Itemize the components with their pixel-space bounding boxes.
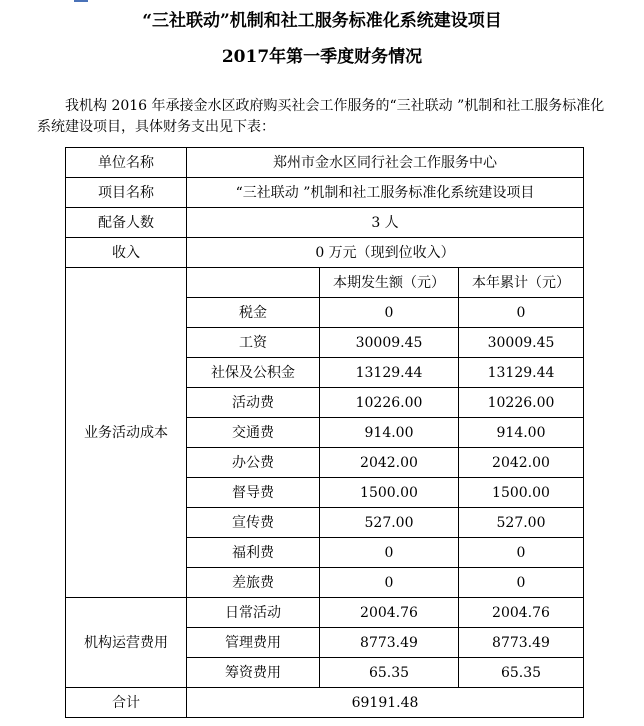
current-amount: 65.35 — [320, 658, 459, 688]
header-blank-cell — [187, 268, 320, 298]
item-name: 福利费 — [187, 538, 320, 568]
table-row — [66, 208, 584, 238]
item-name: 宣传费 — [187, 508, 320, 538]
item-name: 差旅费 — [187, 568, 320, 598]
total-label: 合计 — [66, 688, 187, 718]
item-name: 税金 — [187, 298, 320, 328]
ytd-amount: 914.00 — [459, 418, 584, 448]
table-row — [66, 178, 584, 208]
current-amount: 30009.45 — [320, 328, 459, 358]
current-amount: 2042.00 — [320, 448, 459, 478]
income-value: 0 万元（现到位收入） — [187, 238, 584, 268]
unit-label: 单位名称 — [66, 148, 187, 178]
finance-table — [65, 147, 584, 718]
staff-label: 配备人数 — [66, 208, 187, 238]
document-subtitle: 2017年第一季度财务情况 — [221, 47, 423, 67]
ytd-amount: 8773.49 — [459, 628, 584, 658]
ytd-amount: 13129.44 — [459, 358, 584, 388]
business-cost-label: 业务活动成本 — [66, 268, 187, 598]
ytd-amount: 65.35 — [459, 658, 584, 688]
ytd-amount: 1500.00 — [459, 478, 584, 508]
top-accent-line — [74, 0, 88, 2]
ytd-amount: 2042.00 — [459, 448, 584, 478]
current-amount: 0 — [320, 298, 459, 328]
column-header-row — [66, 268, 584, 298]
intro-paragraph: 我机构 2016 年承接金水区政府购买社会工作服务的“三社联动 ”机制和社工服务标准化系统建设项目，具体财务支出见下表： — [37, 98, 605, 135]
total-row — [66, 688, 584, 718]
document-title: “三社联动”机制和社工服务标准化系统建设项目 — [142, 11, 502, 31]
item-name: 筹资费用 — [187, 658, 320, 688]
current-amount: 2004.76 — [320, 598, 459, 628]
item-name: 督导费 — [187, 478, 320, 508]
item-name: 办公费 — [187, 448, 320, 478]
current-amount: 0 — [320, 538, 459, 568]
unit-value: 郑州市金水区同行社会工作服务中心 — [187, 148, 584, 178]
staff-value: 3 人 — [187, 208, 584, 238]
item-name: 活动费 — [187, 388, 320, 418]
header-ytd: 本年累计（元） — [459, 268, 584, 298]
table-row — [66, 238, 584, 268]
table-row — [66, 598, 584, 628]
ytd-amount: 0 — [459, 568, 584, 598]
operations-cost-label: 机构运营费用 — [66, 598, 187, 688]
ytd-amount: 527.00 — [459, 508, 584, 538]
ytd-amount: 0 — [459, 538, 584, 568]
table-row — [66, 148, 584, 178]
item-name: 日常活动 — [187, 598, 320, 628]
current-amount: 914.00 — [320, 418, 459, 448]
ytd-amount: 0 — [459, 298, 584, 328]
current-amount: 10226.00 — [320, 388, 459, 418]
current-amount: 1500.00 — [320, 478, 459, 508]
current-amount: 527.00 — [320, 508, 459, 538]
current-amount: 13129.44 — [320, 358, 459, 388]
item-name: 工资 — [187, 328, 320, 358]
header-current: 本期发生额（元） — [320, 268, 459, 298]
ytd-amount: 10226.00 — [459, 388, 584, 418]
item-name: 交通费 — [187, 418, 320, 448]
ytd-amount: 2004.76 — [459, 598, 584, 628]
current-amount: 0 — [320, 568, 459, 598]
current-amount: 8773.49 — [320, 628, 459, 658]
item-name: 社保及公积金 — [187, 358, 320, 388]
project-label: 项目名称 — [66, 178, 187, 208]
project-value: “三社联动 ”机制和社工服务标准化系统建设项目 — [187, 178, 584, 208]
total-value: 69191.48 — [187, 688, 584, 718]
item-name: 管理费用 — [187, 628, 320, 658]
income-label: 收入 — [66, 238, 187, 268]
ytd-amount: 30009.45 — [459, 328, 584, 358]
